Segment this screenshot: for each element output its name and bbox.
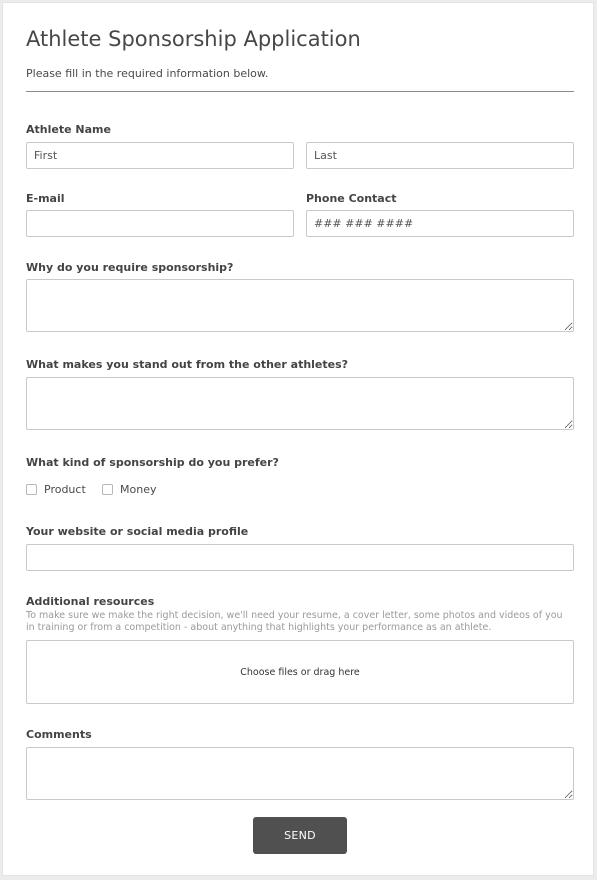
additional-resources-label: Additional resources [26, 595, 155, 608]
title-divider [26, 91, 574, 92]
athlete-name-label: Athlete Name [26, 123, 111, 136]
why-sponsorship-textarea[interactable] [26, 279, 574, 332]
option-product[interactable] [26, 483, 86, 496]
money-checkbox[interactable] [102, 484, 113, 495]
comments-textarea[interactable] [26, 747, 574, 800]
send-button[interactable]: SEND [253, 817, 347, 854]
dropzone-label: Choose files or drag here [240, 666, 360, 678]
website-input[interactable] [26, 544, 574, 571]
why-sponsorship-label: Why do you require sponsorship? [26, 261, 234, 274]
file-dropzone[interactable] [26, 640, 574, 704]
product-option-label: Product [44, 483, 86, 496]
last-name-input[interactable] [306, 142, 574, 169]
additional-resources-helper: To make sure we make the right decision, we'll need your resume, a cover letter, some photos and videos of you in training or from a competition - about anything that highlights your performance as an athlete. [26, 610, 563, 633]
form-subtitle: Please fill in the required information below. [26, 67, 269, 80]
phone-input[interactable] [306, 210, 574, 237]
first-name-input[interactable] [26, 142, 294, 169]
website-label: Your website or social media profile [26, 525, 249, 538]
form-title: Athlete Sponsorship Application [26, 27, 361, 51]
stand-out-textarea[interactable] [26, 377, 574, 430]
option-money[interactable] [102, 483, 156, 496]
sponsorship-type-label: What kind of sponsorship do you prefer? [26, 456, 279, 469]
email-label: E-mail [26, 192, 65, 205]
form-card [2, 2, 594, 876]
money-option-label: Money [120, 483, 157, 496]
comments-label: Comments [26, 728, 92, 741]
product-checkbox[interactable] [26, 484, 37, 495]
stand-out-label: What makes you stand out from the other athletes? [26, 358, 349, 371]
phone-label: Phone Contact [306, 192, 397, 205]
email-input[interactable] [26, 210, 294, 237]
